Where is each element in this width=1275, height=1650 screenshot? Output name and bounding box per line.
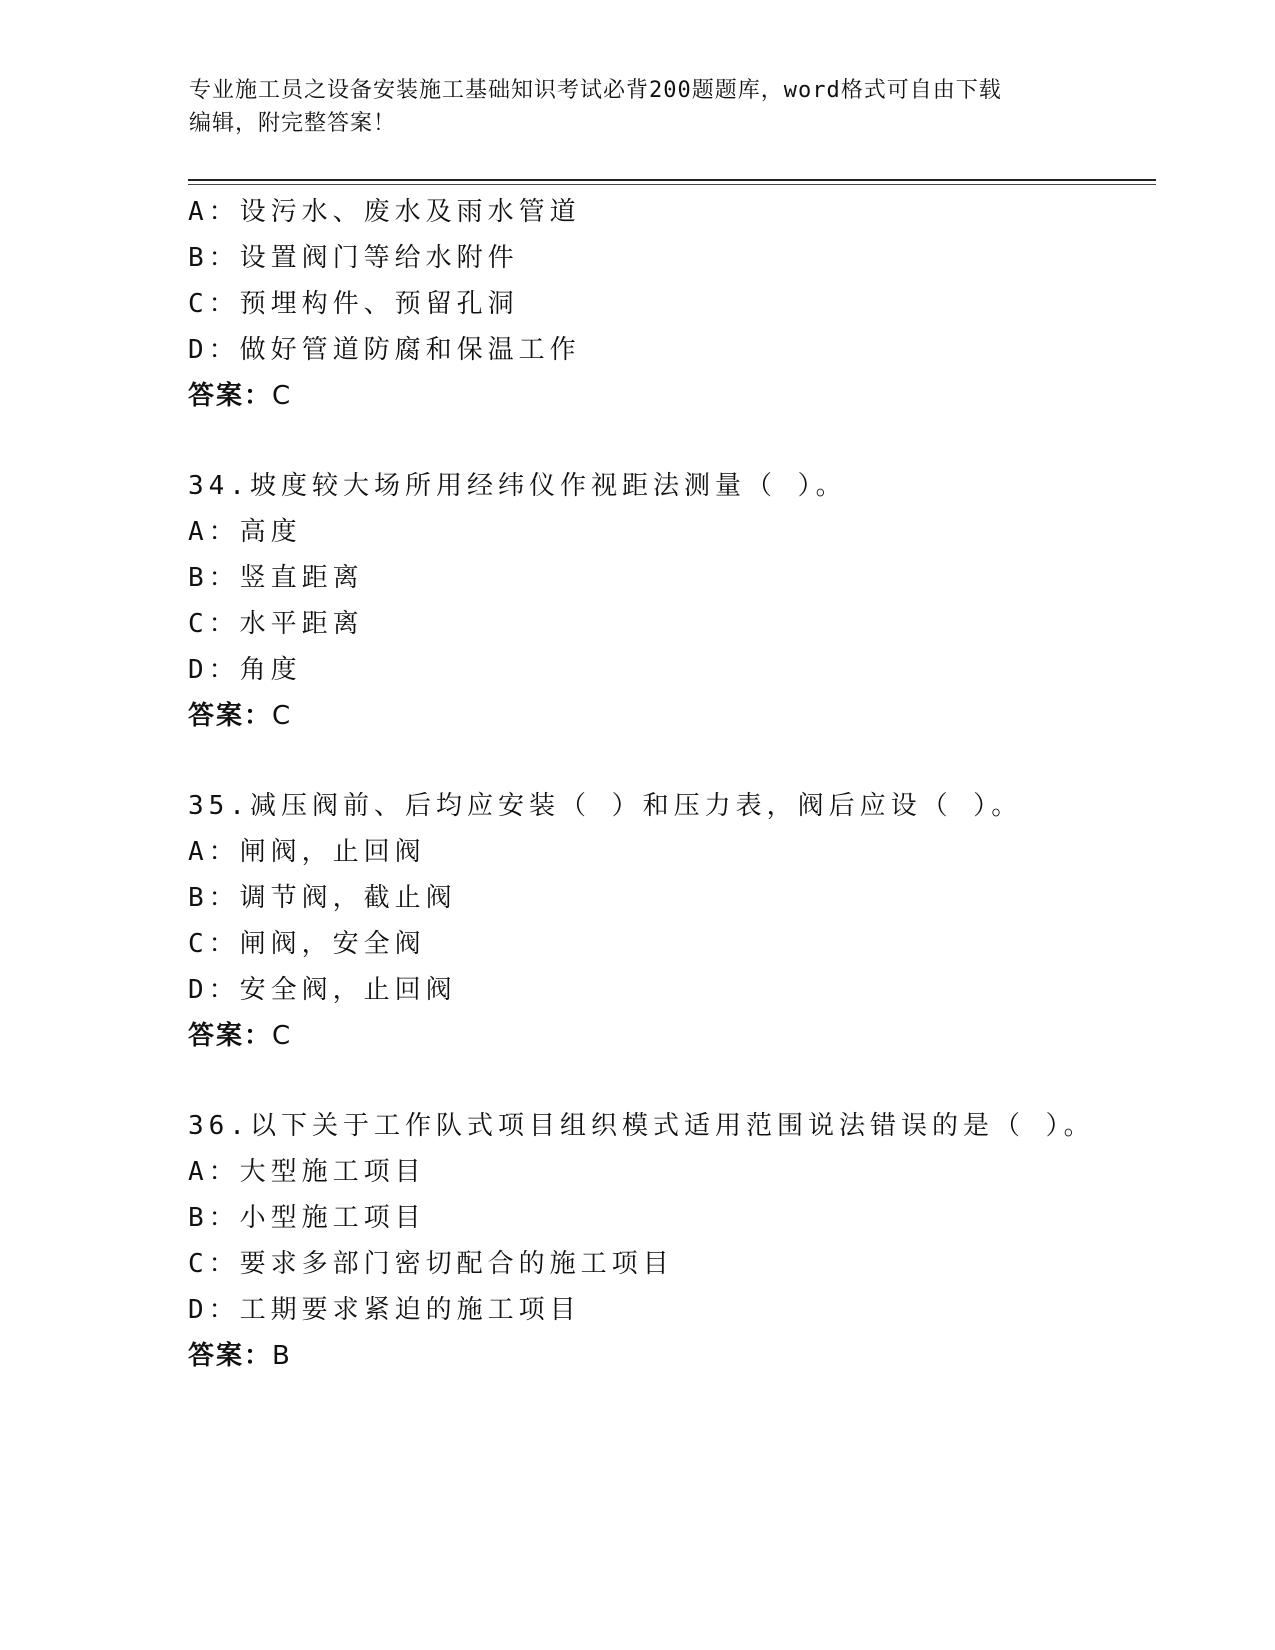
question-text: 34.坡度较大场所用经纬仪作视距法测量（ ）。 — [188, 471, 847, 501]
option-b: B：竖直距离 — [188, 563, 364, 593]
spacer — [188, 419, 1148, 463]
option-a: A：大型施工项目 — [188, 1157, 426, 1187]
header-divider-thick — [188, 179, 1156, 181]
answer-line — [188, 693, 1148, 739]
spacer — [188, 739, 1148, 783]
question-block-33 — [188, 189, 1148, 419]
header-divider-thin — [188, 184, 1156, 185]
answer-line — [188, 1333, 1148, 1379]
option-c: C：预埋构件、预留孔洞 — [188, 289, 519, 319]
option-b: B：调节阀，截止阀 — [188, 883, 457, 913]
option-d: D：做好管道防腐和保温工作 — [188, 335, 581, 365]
answer-label: 答案： — [188, 1021, 273, 1051]
option-c: C：闸阀，安全阀 — [188, 929, 426, 959]
option-b: B：小型施工项目 — [188, 1203, 426, 1233]
option-a: A：闸阀，止回阀 — [188, 837, 426, 867]
option-a: A：高度 — [188, 517, 302, 547]
answer-line — [188, 373, 1148, 419]
option-d: D：工期要求紧迫的施工项目 — [188, 1295, 581, 1325]
document-header — [189, 74, 1089, 140]
header-title-line-1: 专业施工员之设备安装施工基础知识考试必背200题题库，word格式可自由下载 — [189, 78, 1002, 103]
answer-line — [188, 1013, 1148, 1059]
answer-value: C — [272, 1021, 293, 1051]
question-block-34 — [188, 463, 1148, 739]
spacer — [188, 1059, 1148, 1103]
question-text: 36.以下关于工作队式项目组织模式适用范围说法错误的是（ ）。 — [188, 1111, 1095, 1141]
question-text: 35.减压阀前、后均应安装（ ）和压力表，阀后应设（ ）。 — [188, 791, 1023, 821]
answer-label: 答案： — [188, 1341, 273, 1371]
option-b: B：设置阀门等给水附件 — [188, 243, 519, 273]
option-a: A：设污水、废水及雨水管道 — [188, 197, 581, 227]
option-d: D：角度 — [188, 655, 302, 685]
question-block-35 — [188, 783, 1148, 1059]
answer-value: B — [272, 1341, 292, 1371]
answer-value: C — [272, 701, 293, 731]
answer-label: 答案： — [188, 701, 273, 731]
option-d: D：安全阀，止回阀 — [188, 975, 457, 1005]
answer-label: 答案： — [188, 381, 273, 411]
option-c: C：要求多部门密切配合的施工项目 — [188, 1249, 674, 1279]
option-c: C：水平距离 — [188, 609, 364, 639]
header-title-line-2: 编辑，附完整答案！ — [189, 111, 397, 136]
question-list — [188, 189, 1148, 1379]
question-block-36 — [188, 1103, 1148, 1379]
answer-value: C — [272, 381, 293, 411]
